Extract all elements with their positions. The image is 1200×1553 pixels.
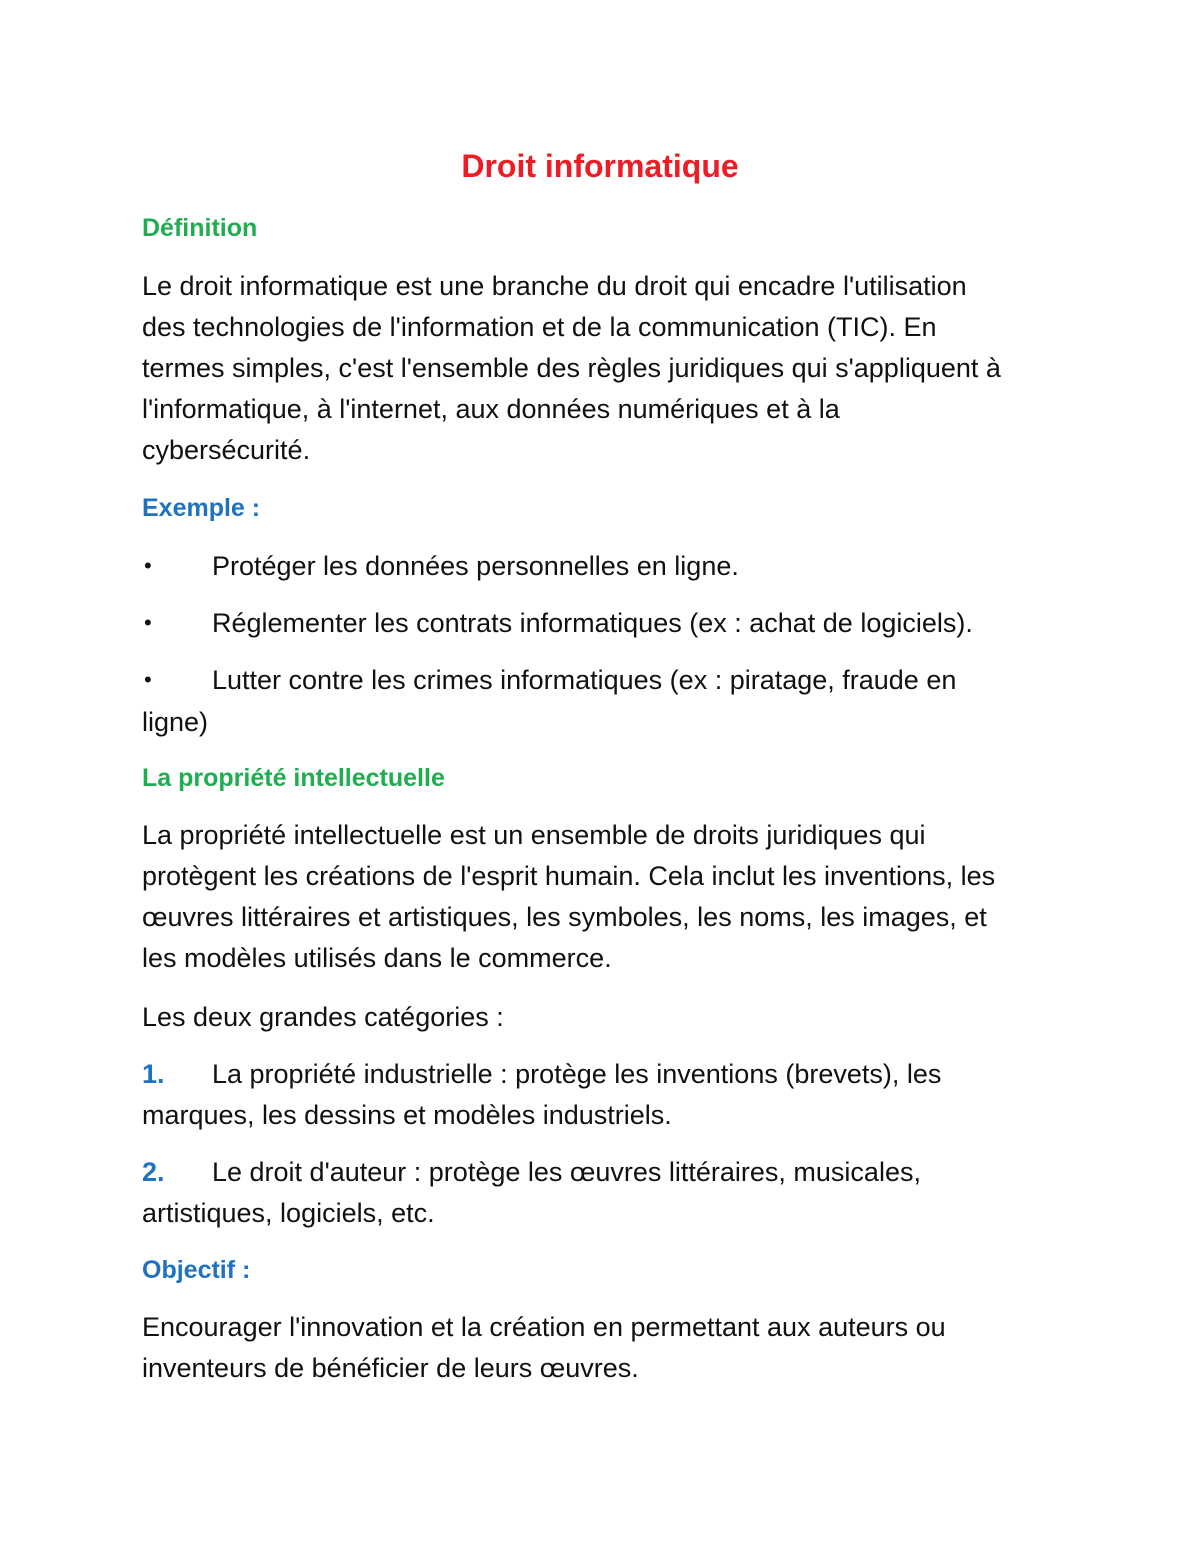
- category-item: [142, 1152, 1072, 1234]
- propriete-line: œuvres littéraires et artistiques, les symboles, les noms, les images, et: [142, 902, 987, 932]
- exemple-heading: Exemple :: [142, 494, 261, 522]
- category-item: [142, 1054, 1072, 1136]
- propriete-paragraph: [142, 815, 1072, 979]
- bullet-icon: •: [144, 667, 152, 692]
- categories-intro: [142, 997, 1072, 1038]
- document-title: Droit informatique: [461, 148, 739, 184]
- list-item-text: Lutter contre les crimes informatiques (ex : piratage, fraude en: [212, 665, 957, 695]
- definition-heading: Définition: [142, 214, 258, 242]
- list-item: [142, 660, 1072, 743]
- propriete-line: La propriété intellectuelle est un ensemble de droits juridiques qui: [142, 820, 926, 850]
- list-item-text: ligne): [142, 707, 209, 737]
- objectif-paragraph: [142, 1307, 1072, 1389]
- objectif-line: Encourager l'innovation et la création en permettant aux auteurs ou: [142, 1312, 946, 1342]
- definition-line: Le droit informatique est une branche du droit qui encadre l'utilisation: [142, 271, 967, 301]
- list-item-text: Réglementer les contrats informatiques (ex : achat de logiciels).: [212, 608, 973, 638]
- category-number: 1.: [142, 1059, 165, 1089]
- list-item: [142, 546, 1072, 588]
- category-text: Le droit d'auteur : protège les œuvres littéraires, musicales,: [212, 1157, 921, 1187]
- list-item-text: Protéger les données personnelles en ligne.: [212, 551, 739, 581]
- category-text: artistiques, logiciels, etc.: [142, 1198, 435, 1228]
- categories-intro-text: Les deux grandes catégories :: [142, 1002, 504, 1032]
- objectif-line: inventeurs de bénéficier de leurs œuvres.: [142, 1353, 639, 1383]
- definition-line: l'informatique, à l'internet, aux données numériques et à la: [142, 394, 840, 424]
- propriete-line: les modèles utilisés dans le commerce.: [142, 943, 612, 973]
- definition-line: termes simples, c'est l'ensemble des règles juridiques qui s'appliquent à: [142, 353, 1001, 383]
- category-text: La propriété industrielle : protège les inventions (brevets), les: [212, 1059, 942, 1089]
- category-text: marques, les dessins et modèles industriels.: [142, 1100, 672, 1130]
- bullet-icon: •: [144, 610, 152, 635]
- objectif-heading: Objectif :: [142, 1256, 251, 1284]
- bullet-icon: •: [144, 553, 152, 578]
- propriete-line: protègent les créations de l'esprit humain. Cela inclut les inventions, les: [142, 861, 996, 891]
- list-item: [142, 603, 1072, 645]
- definition-paragraph: [142, 266, 1072, 471]
- definition-line: cybersécurité.: [142, 435, 311, 465]
- definition-line: des technologies de l'information et de la communication (TIC). En: [142, 312, 937, 342]
- category-number: 2.: [142, 1157, 165, 1187]
- propriete-heading: La propriété intellectuelle: [142, 764, 445, 792]
